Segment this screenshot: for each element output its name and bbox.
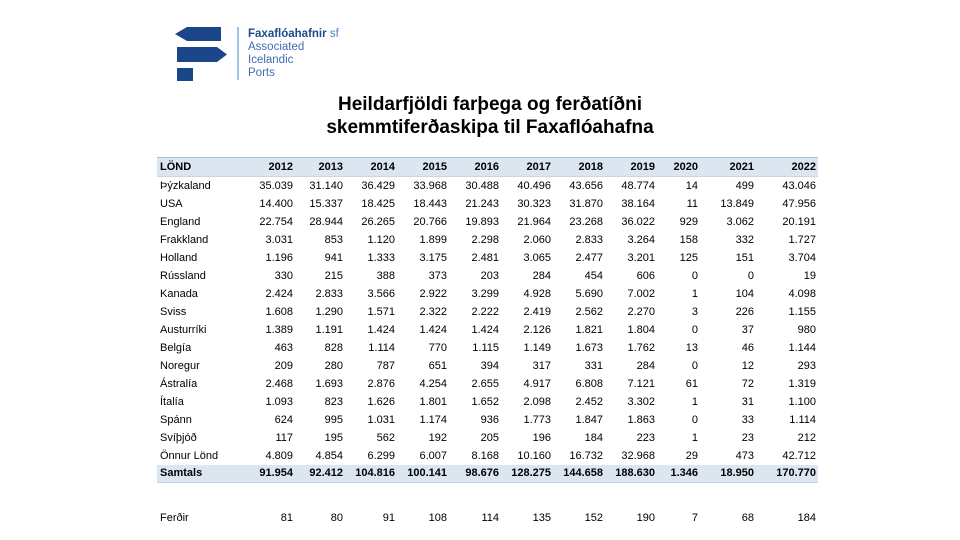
passenger-count-cell: 158 — [679, 233, 698, 246]
passenger-count-cell: 284 — [532, 269, 551, 282]
passenger-count-cell: 1.804 — [627, 323, 655, 336]
passenger-count-cell: 31.140 — [309, 179, 343, 192]
total-count-cell: 128.275 — [501, 465, 553, 483]
passenger-count-cell: 16.732 — [569, 449, 603, 462]
passenger-count-cell: 43.046 — [782, 179, 816, 192]
passenger-count-cell: 8.168 — [471, 449, 499, 462]
country-label: Svíþjóð — [160, 431, 197, 444]
total-count-cell: 188.630 — [605, 465, 657, 483]
passenger-count-cell: 463 — [274, 341, 293, 354]
country-label: Frakkland — [160, 233, 209, 246]
country-row — [157, 357, 818, 375]
passenger-count-cell: 2.655 — [471, 377, 499, 390]
passenger-count-cell: 6.808 — [575, 377, 603, 390]
passenger-count-cell: 1.120 — [367, 233, 395, 246]
country-row — [157, 393, 818, 411]
logo-text-block — [248, 26, 339, 80]
trips-count-cell: 80 — [330, 512, 343, 524]
country-label: Ítalía — [160, 395, 184, 408]
column-header-lond: LÖND — [157, 158, 243, 177]
page-title — [160, 93, 820, 139]
passenger-count-cell: 293 — [797, 359, 816, 372]
passenger-count-cell: 11 — [686, 197, 698, 210]
passenger-count-cell: 32.968 — [621, 449, 655, 462]
passenger-count-cell: 454 — [584, 269, 603, 282]
passenger-count-cell: 651 — [428, 359, 447, 372]
country-row — [157, 177, 818, 195]
logo-subtitle-line: Ports — [248, 67, 275, 79]
passenger-count-cell: 1.114 — [789, 413, 816, 426]
column-header-year: 2014 — [345, 158, 397, 177]
column-header-year: 2022 — [756, 158, 818, 177]
passenger-count-cell: 4.917 — [523, 377, 551, 390]
trips-count-cell: 108 — [428, 512, 447, 524]
passenger-count-cell: 4.854 — [315, 449, 343, 462]
passenger-count-cell: 10.160 — [517, 449, 551, 462]
passenger-count-cell: 1.174 — [419, 413, 447, 426]
passenger-count-cell: 4.254 — [419, 377, 447, 390]
country-row — [157, 447, 818, 465]
passenger-count-cell: 72 — [741, 377, 754, 390]
passenger-count-cell: 2.298 — [471, 233, 499, 246]
trips-count-cell: 7 — [691, 512, 698, 524]
passenger-count-cell: 223 — [636, 431, 655, 444]
passenger-count-cell: 203 — [480, 269, 499, 282]
passenger-count-cell: 499 — [735, 179, 754, 192]
country-row — [157, 195, 818, 213]
total-count-cell: 170.770 — [756, 465, 818, 483]
passenger-count-cell: 1.115 — [472, 341, 499, 354]
country-row — [157, 249, 818, 267]
passenger-count-cell: 7.002 — [627, 287, 655, 300]
passenger-count-cell: 2.562 — [575, 305, 603, 318]
column-header-year: 2015 — [397, 158, 449, 177]
passenger-count-cell: 787 — [376, 359, 395, 372]
country-label: Önnur Lönd — [160, 449, 219, 462]
passenger-count-cell: 828 — [324, 341, 343, 354]
passenger-count-cell: 1 — [691, 287, 698, 300]
passenger-count-cell: 394 — [480, 359, 499, 372]
passenger-count-cell: 1.144 — [788, 341, 816, 354]
passenger-count-cell: 195 — [324, 431, 343, 444]
faxafloahafnir-logo — [175, 26, 339, 81]
passenger-count-cell: 35.039 — [259, 179, 293, 192]
passenger-count-cell: 2.876 — [367, 377, 395, 390]
country-row — [157, 429, 818, 447]
passenger-count-cell: 0 — [691, 269, 698, 282]
passenger-count-cell: 125 — [679, 251, 698, 264]
passenger-count-cell: 3.065 — [523, 251, 551, 264]
passenger-count-cell: 33.968 — [413, 179, 447, 192]
passenger-count-cell: 317 — [532, 359, 551, 372]
passenger-count-cell: 0 — [747, 269, 754, 282]
passenger-count-cell: 473 — [735, 449, 754, 462]
passenger-count-cell: 0 — [691, 413, 698, 426]
passenger-count-cell: 1.626 — [367, 395, 395, 408]
logo-name-suffix: sf — [329, 28, 339, 40]
passenger-count-cell: 1.727 — [788, 233, 816, 246]
passenger-count-cell: 941 — [324, 251, 343, 264]
passenger-count-cell: 1.196 — [265, 251, 293, 264]
passenger-count-cell: 36.429 — [361, 179, 395, 192]
passenger-count-cell: 1.863 — [627, 413, 655, 426]
passenger-count-cell: 7.121 — [627, 377, 655, 390]
country-row — [157, 321, 818, 339]
passenger-count-cell: 215 — [324, 269, 343, 282]
logo-subtitle-line: Associated — [248, 41, 305, 53]
total-count-cell: 104.816 — [345, 465, 397, 483]
passenger-count-cell: 6.007 — [419, 449, 447, 462]
logo-subtitle-line: Icelandic — [248, 54, 294, 66]
passenger-count-cell: 20.766 — [413, 215, 447, 228]
ports-logo-icon — [175, 26, 227, 81]
total-count-cell: 144.658 — [553, 465, 605, 483]
column-header-year: 2016 — [449, 158, 501, 177]
column-header-year: 2019 — [605, 158, 657, 177]
total-row — [157, 465, 818, 483]
passenger-count-cell: 117 — [275, 431, 293, 444]
passenger-count-cell: 2.481 — [471, 251, 499, 264]
passenger-count-cell: 28.944 — [309, 215, 343, 228]
passenger-count-cell: 2.126 — [523, 323, 551, 336]
passenger-count-cell: 1 — [691, 431, 698, 444]
passenger-count-cell: 562 — [376, 431, 395, 444]
passenger-count-cell: 1.762 — [627, 341, 655, 354]
page-title-line2: skemmtiferðaskipa til Faxaflóahafna — [326, 117, 654, 138]
logo-name: Faxaflóahafnir — [248, 28, 327, 40]
passenger-count-cell: 3.201 — [627, 251, 655, 264]
passenger-count-cell: 3.302 — [627, 395, 655, 408]
table-header-row — [157, 158, 818, 177]
passenger-count-cell: 770 — [428, 341, 447, 354]
passenger-count-cell: 331 — [584, 359, 603, 372]
country-label: Holland — [160, 251, 198, 264]
passenger-count-cell: 2.270 — [627, 305, 655, 318]
passenger-count-cell: 2.452 — [575, 395, 603, 408]
passenger-count-cell: 1.319 — [788, 377, 816, 390]
country-row — [157, 375, 818, 393]
passenger-count-cell: 14.400 — [259, 197, 293, 210]
passenger-count-cell: 23 — [741, 431, 754, 444]
passenger-count-cell: 21.243 — [465, 197, 499, 210]
column-header-year: 2018 — [553, 158, 605, 177]
column-header-year: 2020 — [657, 158, 700, 177]
passenger-count-cell: 33 — [741, 413, 754, 426]
passenger-count-cell: 43.656 — [569, 179, 603, 192]
passenger-count-cell: 980 — [797, 323, 816, 336]
page-title-line1: Heildarfjöldi farþega og ferðatíðni — [337, 94, 643, 115]
country-row — [157, 231, 818, 249]
passenger-count-cell: 184 — [584, 431, 603, 444]
passenger-count-cell: 12 — [741, 359, 754, 372]
passenger-count-cell: 929 — [679, 215, 698, 228]
passenger-count-cell: 853 — [324, 233, 343, 246]
trips-table — [157, 509, 818, 527]
passenger-count-cell: 1.801 — [419, 395, 447, 408]
passenger-count-cell: 22.754 — [259, 215, 293, 228]
passenger-count-cell: 29 — [685, 449, 698, 462]
passenger-count-cell: 0 — [691, 359, 698, 372]
passenger-count-cell: 1.424 — [471, 323, 499, 336]
trips-count-cell: 190 — [636, 512, 655, 524]
passenger-count-cell: 192 — [428, 431, 447, 444]
passenger-count-cell: 42.712 — [782, 449, 816, 462]
passenger-count-cell: 15.337 — [309, 197, 343, 210]
trips-count-cell: 184 — [797, 512, 816, 524]
country-row — [157, 267, 818, 285]
passenger-count-cell: 21.964 — [517, 215, 551, 228]
passenger-count-cell: 995 — [324, 413, 343, 426]
passenger-count-cell: 1.424 — [419, 323, 447, 336]
passenger-count-cell: 2.477 — [575, 251, 603, 264]
passenger-count-cell: 47.956 — [782, 197, 816, 210]
trips-count-cell: 114 — [481, 512, 499, 524]
passenger-count-cell: 1.290 — [315, 305, 343, 318]
country-row — [157, 339, 818, 357]
table-area — [157, 157, 818, 527]
passenger-count-cell: 1.100 — [788, 395, 816, 408]
passenger-count-cell: 1.093 — [265, 395, 293, 408]
passenger-count-cell: 196 — [532, 431, 551, 444]
passenger-count-cell: 4.928 — [523, 287, 551, 300]
passenger-count-cell: 4.098 — [788, 287, 816, 300]
passenger-count-cell: 46 — [741, 341, 754, 354]
country-label: Spánn — [160, 413, 192, 426]
passenger-count-cell: 388 — [376, 269, 395, 282]
passenger-count-cell: 1.333 — [367, 251, 395, 264]
trips-count-cell: 91 — [382, 512, 395, 524]
passenger-count-cell: 1.652 — [471, 395, 499, 408]
passenger-count-cell: 40.496 — [517, 179, 551, 192]
total-count-cell: 92.412 — [295, 465, 345, 483]
passenger-count-cell: 18.425 — [361, 197, 395, 210]
trips-label: Ferðir — [160, 512, 189, 524]
country-label: Ástralía — [160, 377, 198, 390]
passenger-count-cell: 3.299 — [471, 287, 499, 300]
passenger-count-cell: 226 — [735, 305, 754, 318]
passenger-count-cell: 3.704 — [788, 251, 816, 264]
total-count-cell: 100.141 — [397, 465, 449, 483]
passenger-count-cell: 209 — [274, 359, 293, 372]
passenger-count-cell: 1.149 — [523, 341, 551, 354]
passenger-count-cell: 2.468 — [265, 377, 293, 390]
total-count-cell: 91.954 — [243, 465, 295, 483]
passenger-count-cell: 13 — [685, 341, 698, 354]
country-row — [157, 285, 818, 303]
passenger-count-cell: 3.062 — [726, 215, 754, 228]
logo-name-line — [248, 28, 339, 41]
passenger-count-cell: 1.899 — [419, 233, 447, 246]
passenger-count-cell: 1.608 — [265, 305, 293, 318]
passenger-count-cell: 104 — [735, 287, 754, 300]
passenger-count-cell: 48.774 — [621, 179, 655, 192]
passenger-count-cell: 61 — [685, 377, 698, 390]
passenger-count-cell: 2.833 — [575, 233, 603, 246]
passenger-count-cell: 330 — [274, 269, 293, 282]
passenger-count-cell: 212 — [797, 431, 816, 444]
passenger-count-cell: 1.389 — [265, 323, 293, 336]
trips-count-cell: 81 — [280, 512, 293, 524]
total-label: Samtals — [157, 465, 243, 483]
country-label: Þýzkaland — [160, 179, 211, 192]
passenger-count-cell: 19.893 — [465, 215, 499, 228]
passenger-count-cell: 1.693 — [315, 377, 343, 390]
passenger-count-cell: 1.424 — [367, 323, 395, 336]
passenger-count-cell: 205 — [480, 431, 499, 444]
passenger-count-cell: 26.265 — [361, 215, 395, 228]
passenger-count-cell: 332 — [735, 233, 754, 246]
country-row — [157, 213, 818, 231]
passenger-count-cell: 31.870 — [569, 197, 603, 210]
country-label: Belgía — [160, 341, 192, 354]
passenger-count-cell: 37 — [741, 323, 754, 336]
passenger-count-cell: 936 — [480, 413, 499, 426]
country-label: Austurríki — [160, 323, 207, 336]
passenger-count-cell: 14 — [685, 179, 698, 192]
passenger-count-cell: 3.031 — [265, 233, 293, 246]
table-head — [157, 158, 818, 177]
passenger-count-cell: 151 — [735, 251, 754, 264]
country-label: Sviss — [160, 305, 187, 318]
table-body — [157, 177, 818, 483]
trips-count-cell: 152 — [584, 512, 603, 524]
passenger-count-cell: 30.488 — [465, 179, 499, 192]
passenger-count-cell: 3.566 — [367, 287, 395, 300]
passenger-count-cell: 31 — [741, 395, 754, 408]
passenger-count-cell: 1.847 — [575, 413, 603, 426]
passengers-table — [157, 157, 818, 483]
passenger-count-cell: 3 — [691, 305, 698, 318]
passenger-count-cell: 23.268 — [569, 215, 603, 228]
passenger-count-cell: 2.098 — [523, 395, 551, 408]
country-label: USA — [160, 197, 183, 210]
passenger-count-cell: 0 — [691, 323, 698, 336]
passenger-count-cell: 280 — [324, 359, 343, 372]
passenger-count-cell: 13.849 — [720, 197, 754, 210]
passenger-count-cell: 2.222 — [471, 305, 499, 318]
passenger-count-cell: 373 — [428, 269, 447, 282]
passenger-count-cell: 1.571 — [367, 305, 395, 318]
trips-count-cell: 135 — [532, 512, 551, 524]
passenger-count-cell: 30.323 — [517, 197, 551, 210]
passenger-count-cell: 2.833 — [315, 287, 343, 300]
passenger-count-cell: 36.022 — [621, 215, 655, 228]
passenger-count-cell: 1.673 — [575, 341, 603, 354]
country-label: England — [160, 215, 201, 228]
passenger-count-cell: 6.299 — [367, 449, 395, 462]
country-label: Kanada — [160, 287, 198, 300]
passenger-count-cell: 823 — [324, 395, 343, 408]
passenger-count-cell: 2.922 — [419, 287, 447, 300]
logo-divider — [237, 27, 239, 80]
passenger-count-cell: 3.175 — [419, 251, 447, 264]
passenger-count-cell: 38.164 — [621, 197, 655, 210]
passenger-count-cell: 1.114 — [368, 341, 395, 354]
passenger-count-cell: 3.264 — [627, 233, 655, 246]
column-header-year: 2017 — [501, 158, 553, 177]
passenger-count-cell: 5.690 — [575, 287, 603, 300]
passenger-count-cell: 1.821 — [575, 323, 603, 336]
column-header-year: 2012 — [243, 158, 295, 177]
column-header-year: 2021 — [700, 158, 756, 177]
column-header-year: 2013 — [295, 158, 345, 177]
passenger-count-cell: 1.773 — [523, 413, 551, 426]
total-count-cell: 98.676 — [449, 465, 501, 483]
passenger-count-cell: 2.419 — [523, 305, 551, 318]
passenger-count-cell: 284 — [636, 359, 655, 372]
passenger-count-cell: 624 — [274, 413, 293, 426]
passenger-count-cell: 1.191 — [315, 323, 343, 336]
passenger-count-cell: 2.322 — [419, 305, 447, 318]
country-label: Noregur — [160, 359, 200, 372]
passenger-count-cell: 4.809 — [265, 449, 293, 462]
passenger-count-cell: 1.155 — [788, 305, 816, 318]
total-count-cell: 18.950 — [700, 465, 756, 483]
passenger-count-cell: 2.424 — [265, 287, 293, 300]
passenger-count-cell: 2.060 — [523, 233, 551, 246]
passenger-count-cell: 19 — [803, 269, 816, 282]
country-label: Rússland — [160, 269, 206, 282]
passenger-count-cell: 1.031 — [367, 413, 395, 426]
passenger-count-cell: 18.443 — [413, 197, 447, 210]
country-row — [157, 303, 818, 321]
total-count-cell: 1.346 — [657, 465, 700, 483]
passenger-count-cell: 20.191 — [782, 215, 816, 228]
trips-count-cell: 68 — [741, 512, 754, 524]
passenger-count-cell: 606 — [636, 269, 655, 282]
trips-row — [157, 509, 818, 527]
country-row — [157, 411, 818, 429]
passenger-count-cell: 1 — [691, 395, 698, 408]
trips-body — [157, 509, 818, 527]
